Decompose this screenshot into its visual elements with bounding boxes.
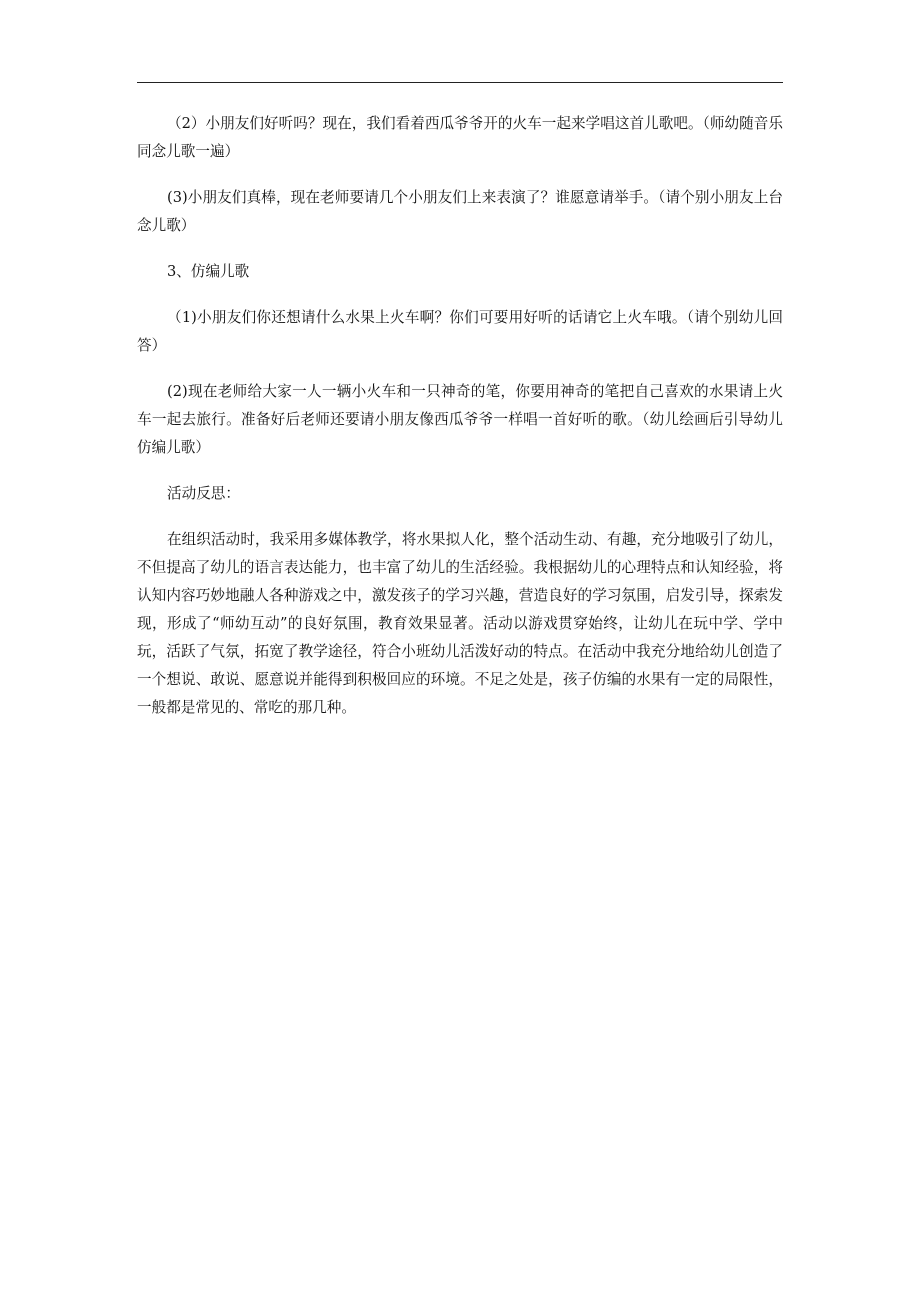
paragraph-step-3-perform: (3)小朋友们真棒，现在老师要请几个小朋友们上来表演了？谁愿意请举手。（请个别小朋友上台念儿歌）	[137, 189, 783, 234]
section-heading-imitate-song: 3、仿编儿歌	[167, 263, 250, 280]
paragraph-reflection: 在组织活动时，我采用多媒体教学，将水果拟人化，整个活动生动、有趣，充分地吸引了幼儿，不但提高了幼儿的语言表达能力，也丰富了幼儿的生活经验。我根据幼儿的心理特点和认知经验，将认知内容巧妙地融人各种游戏之中，激发孩子的学习兴趣，营造良好的学习氛围，启发引导，探索发现，形成了“师幼互动”的良好氛围，教育效果显著。活动以游戏贯穿始终，让幼儿在玩中学、学中玩，活跃了气氛，拓宽了教学途径，符合小班幼儿活泼好动的特点。在活动中我充分地给幼儿创造了一个想说、敢说、愿意说并能得到积极回应的环境。不足之处是，孩子仿编的水果有一定的局限性，一般都是常见的、常吃的那几种。	[137, 531, 783, 716]
paragraph-step-2-sing: （2）小朋友们好听吗？现在，我们看着西瓜爷爷开的火车一起来学唱这首儿歌吧。（师幼随音乐同念儿歌一遍）	[137, 115, 783, 160]
document-body	[137, 110, 783, 740]
paragraph-imitate-step-1: （1)小朋友们你还想请什么水果上火车啊？你们可要用好听的话请它上火车哦。（请个别幼儿回答）	[137, 309, 783, 354]
header-rule	[137, 82, 783, 83]
section-heading-reflection: 活动反思：	[167, 485, 240, 502]
paragraph-imitate-step-2: (2)现在老师给大家一人一辆小火车和一只神奇的笔，你要用神奇的笔把自己喜欢的水果请上火车一起去旅行。准备好后老师还要请小朋友像西瓜爷爷一样唱一首好听的歌。（幼儿绘画后引导幼儿仿编儿歌）	[137, 383, 783, 456]
